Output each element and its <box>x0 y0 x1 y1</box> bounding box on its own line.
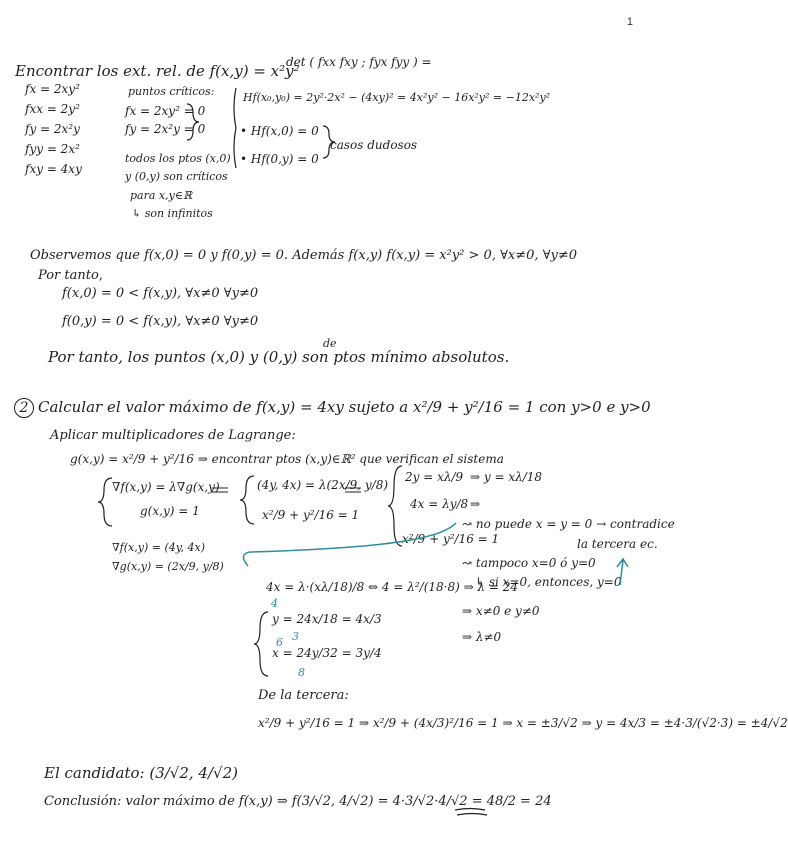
problem2-number: 2 <box>14 398 34 418</box>
problem1-statement: Encontrar los ext. rel. de f(x,y) = x²y² <box>15 62 300 80</box>
xy-nonzero: ⇒ x≠0 e y≠0 <box>462 604 540 618</box>
critical-note-4: ↳ son infinitos <box>132 207 213 220</box>
equivalence-1 <box>212 488 228 492</box>
annotation-3: 3 <box>292 630 299 643</box>
annotation-4: 4 <box>271 597 278 610</box>
partial-fxx: fxx = 2y² <box>25 102 80 116</box>
partial-fxy: fxy = 4xy <box>25 162 82 176</box>
no-puede: ↝ no puede x = y = 0 → contradice <box>462 517 675 531</box>
hessian-value: Hf(x₀,y₀) = 2y²·2x² − (4xy)² = 4x²y² − 16x²y² = −12x²y² <box>243 91 551 104</box>
annotation-6: 6 <box>276 636 283 649</box>
critical-note-1: todos los ptos (x,0) <box>125 152 231 165</box>
si-x-cero: ↳ si x=0, entonces, y=0 <box>475 575 622 589</box>
annotation-8: 8 <box>298 666 305 679</box>
substitution-x: x = 24y/32 = 3y/4 <box>272 646 382 660</box>
critical-eq-fy: fy = 2x²y = 0 <box>125 122 206 136</box>
casos-dudosos: casos dudosos <box>330 138 418 152</box>
partial-fy: fy = 2x²y <box>25 122 80 136</box>
conclusion1: Por tanto, los puntos (x,0) y (0,y) son ptos mínimo absolutos. <box>48 348 510 366</box>
system1-eq1: ∇f(x,y) = λ∇g(x,y) <box>112 480 220 494</box>
dudosos-brace <box>323 126 335 158</box>
answer-underline <box>455 809 487 816</box>
substitution-brace <box>254 612 268 676</box>
problem2-text: Calcular el valor máximo de f(x,y) = 4xy sujeto a x²/9 + y²/16 = 1 con y>0 e y>0 <box>38 398 651 416</box>
grad-f: ∇f(x,y) = (4y, 4x) <box>112 541 205 554</box>
lambda-nonzero: ⇒ λ≠0 <box>462 630 502 644</box>
partial-fx: fx = 2xy² <box>25 82 80 96</box>
system2-brace <box>240 476 254 524</box>
system3-eq1: 2y = xλ/9 <box>405 470 464 484</box>
equivalence-2 <box>345 488 361 492</box>
por-tanto-1: Por tanto, <box>38 268 103 283</box>
critical-header: puntos críticos: <box>128 85 215 98</box>
solve-y: ⇒ y = xλ/18 <box>470 470 543 484</box>
system3-eq3: x²/9 + y²/16 = 1 <box>402 532 500 546</box>
partial-fyy: fyy = 2x² <box>25 142 80 156</box>
de-la-tercera: De la tercera: <box>258 688 349 703</box>
system2-eq1: (4y, 4x) = λ(2x/9, y/8) <box>257 478 389 492</box>
tampoco: ↝ tampoco x=0 ó y=0 <box>462 556 596 570</box>
system3-brace <box>388 466 402 546</box>
observation: Observemos que f(x,0) = 0 y f(0,y) = 0. Además f(x,y) f(x,y) = x²y² > 0, ∀x≠0, ∀y≠0 <box>30 248 578 263</box>
candidate: El candidato: (3/√2, 4/√2) <box>44 764 238 782</box>
lambda-equation: 4x = λ·(xλ/18)/8 ⇔ 4 = λ²/(18·8) ⇒ λ = 24 <box>266 580 519 594</box>
determinant: det ( fxx fxy ; fyx fyy ) = <box>286 55 432 69</box>
hessian-case-x0: • Hf(x,0) = 0 <box>240 124 319 138</box>
hessian-case-0y: • Hf(0,y) = 0 <box>240 152 319 166</box>
system1-brace <box>98 478 112 526</box>
annotation-arrow <box>617 559 628 585</box>
conclusion1-de: de <box>323 337 337 350</box>
lagrange-heading: Aplicar multiplicadores de Lagrange: <box>50 428 296 443</box>
substitution-y: y = 24x/18 = 4x/3 <box>272 612 382 626</box>
annotation-curve <box>243 523 456 566</box>
system1-eq2: g(x,y) = 1 <box>140 504 200 518</box>
solve-arrow: ⇒ <box>470 497 481 511</box>
critical-brace <box>187 104 199 140</box>
system3-eq2: 4x = λy/8 <box>410 497 469 511</box>
inequality-2: f(0,y) = 0 < f(x,y), ∀x≠0 ∀y≠0 <box>62 314 259 329</box>
hessian-bar <box>234 88 236 168</box>
tercera-ec: la tercera ec. <box>577 537 658 551</box>
critical-note-2: y (0,y) son críticos <box>125 170 228 183</box>
page-number: 1 <box>626 16 633 28</box>
critical-note-3: para x,y∈ℝ <box>130 189 193 202</box>
final-equation: x²/9 + y²/16 = 1 ⇒ x²/9 + (4x/3)²/16 = 1 ⇒ x = ±3/√2 ⇒ y = 4x/3 = ±4·3/(√2·3) = ±4/√2 <box>258 716 788 730</box>
inequality-1: f(x,0) = 0 < f(x,y), ∀x≠0 ∀y≠0 <box>62 286 259 301</box>
system2-eq2: x²/9 + y²/16 = 1 <box>262 508 360 522</box>
grad-g: ∇g(x,y) = (2x/9, y/8) <box>112 560 224 573</box>
conclusion2: Conclusión: valor máximo de f(x,y) ⇒ f(3/√2, 4/√2) = 4·3/√2·4/√2 = 48/2 = 24 <box>44 794 552 809</box>
critical-eq-fx: fx = 2xy² = 0 <box>125 104 206 118</box>
g-definition: g(x,y) = x²/9 + y²/16 ⇒ encontrar ptos (x,y)∈ℝ² que verifican el sistema <box>70 452 504 466</box>
